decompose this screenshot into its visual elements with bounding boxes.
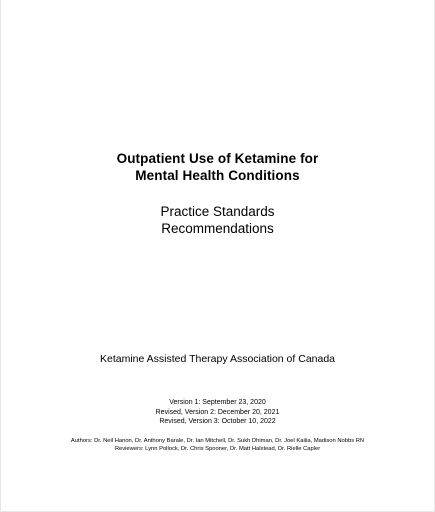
version-line-2: Revised, Version 2: December 20, 2021 [155, 408, 280, 416]
version-line-3: Revised, Version 3: October 10, 2022 [159, 418, 276, 425]
subtitle-line-1: Practice Standards [160, 204, 275, 219]
subtitle-line-2: Recommendations [161, 221, 274, 236]
document-title [1, 150, 434, 184]
document-subtitle [1, 203, 434, 237]
title-line-1: Outpatient Use of Ketamine for [116, 151, 319, 166]
reviewers-line: Reviewers: Lynn Pollock, Dr. Chris Spooner, Dr. Matt Halstead, Dr. Rielle Capler [114, 446, 321, 452]
version-history [1, 398, 434, 427]
credits [1, 437, 434, 453]
version-line-1: Version 1: September 23, 2020 [169, 399, 266, 406]
title-line-2: Mental Health Conditions [135, 168, 300, 183]
authors-line: Authors: Dr. Neil Hanon, Dr. Anthony Barale, Dr. Ian Mitchell, Dr. Sukh Dhiman, Dr. Joel Kailia, Madison Nobbs RN [70, 438, 365, 444]
organization-name: Ketamine Assisted Therapy Association of Canada [99, 353, 336, 365]
